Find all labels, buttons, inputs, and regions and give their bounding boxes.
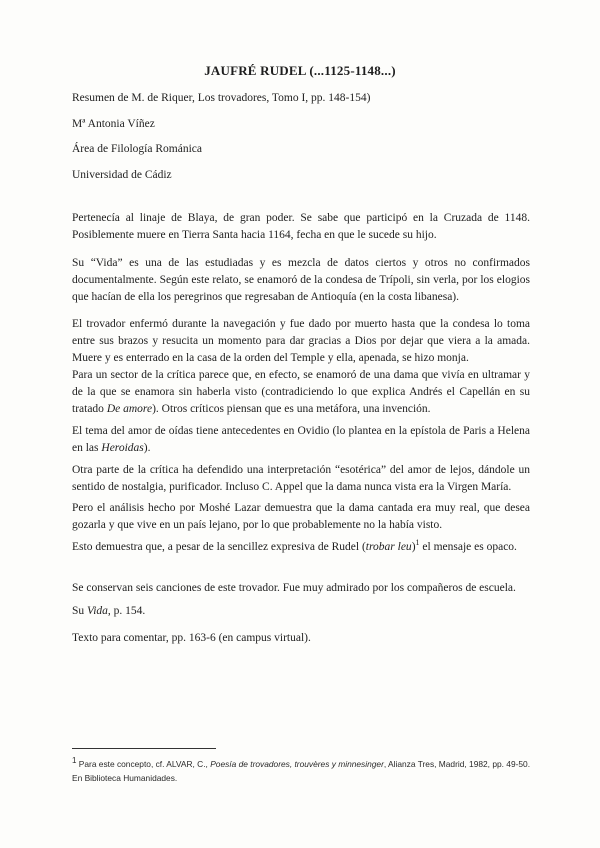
author-name: Mª Antonia Víñez [72, 118, 155, 130]
paragraph-text-comment: Texto para comentar, pp. 163-6 (en campus virtual). [72, 632, 311, 644]
source-reference: Resumen de M. de Riquer, Los trovadores, Tomo I, pp. 148-154) [72, 92, 371, 104]
paragraph-vida-ref: Su Vida, p. 154. [72, 605, 146, 617]
university: Universidad de Cádiz [72, 169, 172, 181]
paragraph-vida: Su “Vida” es una de las estudiadas y es mezcla de datos ciertos y otros no confirmados documentalmente. Según este relato, se enamoró de la condesa de Trípoli, sin verla, por los elogios que hacían de ella los peregrinos que regresaban de Antioquía (en la costa libanesa). [72, 257, 530, 303]
footnote: $^1$ Para este concepto, cf. ALVAR, C., Poesía de trovadores, trouvères y minnesinger, Alianza Tres, Madrid, 1982, pp. 49-50. En Biblioteca Humanidades. [72, 756, 531, 783]
department: Área de Filología Románica [72, 143, 202, 155]
paragraph-lineage: Pertenecía al linaje de Blaya, de gran poder. Se sabe que participó en la Cruzada de 1148. Posiblemente muere en Tierra Santa hacia 1164, fecha en que le sucede su hijo. [72, 212, 530, 241]
document-title: JAUFRÉ RUDEL (...1125-1148...) [204, 63, 396, 78]
paragraph-ovid: El tema del amor de oídas tiene antecedentes en Ovidio (lo plantea en la epístola de Paris a Helena en las Heroidas). [72, 425, 530, 454]
paragraph-songs: Se conservan seis canciones de este trovador. Fue muy admirado por los compañeros de escuela. [72, 582, 516, 594]
paragraph-esoteric: Otra parte de la crítica ha defendido una interpretación “esotérica” del amor de lejos, dándole un sentido de nostalgia, purificador. Incluso C. Appel que la dama nunca vista era la Virgen María. [72, 464, 530, 493]
paragraph-illness: El trovador enfermó durante la navegación y fue dado por muerto hasta que la condesa lo toma entre sus brazos y resucita un momento para dar gracias a Dios por dejar que viera a la amada. Muere y es enterrado en la casa de la orden del Temple y ella, apenada, se hizo monja. [72, 318, 530, 364]
footnote-marker: 1 [415, 538, 420, 548]
paragraph-critics: Para un sector de la crítica parece que, en efecto, se enamoró de una dama que vivía en ultramar y de la que se enamora sin haberla visto (contradiciendo lo que explica Andrés el Capellán en su tratado De amore). Otros críticos piensan que es una metáfora, una invención. [72, 369, 530, 415]
paragraph-lazar: Pero el análisis hecho por Moshé Lazar demuestra que la dama cantada era muy real, que desea gozarla y que vive en un país lejano, por lo que probablemente no la había visto. [72, 502, 530, 531]
paragraph-trobar-leu: Esto demuestra que, a pesar de la sencillez expresiva de Rudel (trobar leu)$^1$ el mensaje es opaco. [72, 538, 517, 553]
footnote-separator [72, 748, 216, 749]
